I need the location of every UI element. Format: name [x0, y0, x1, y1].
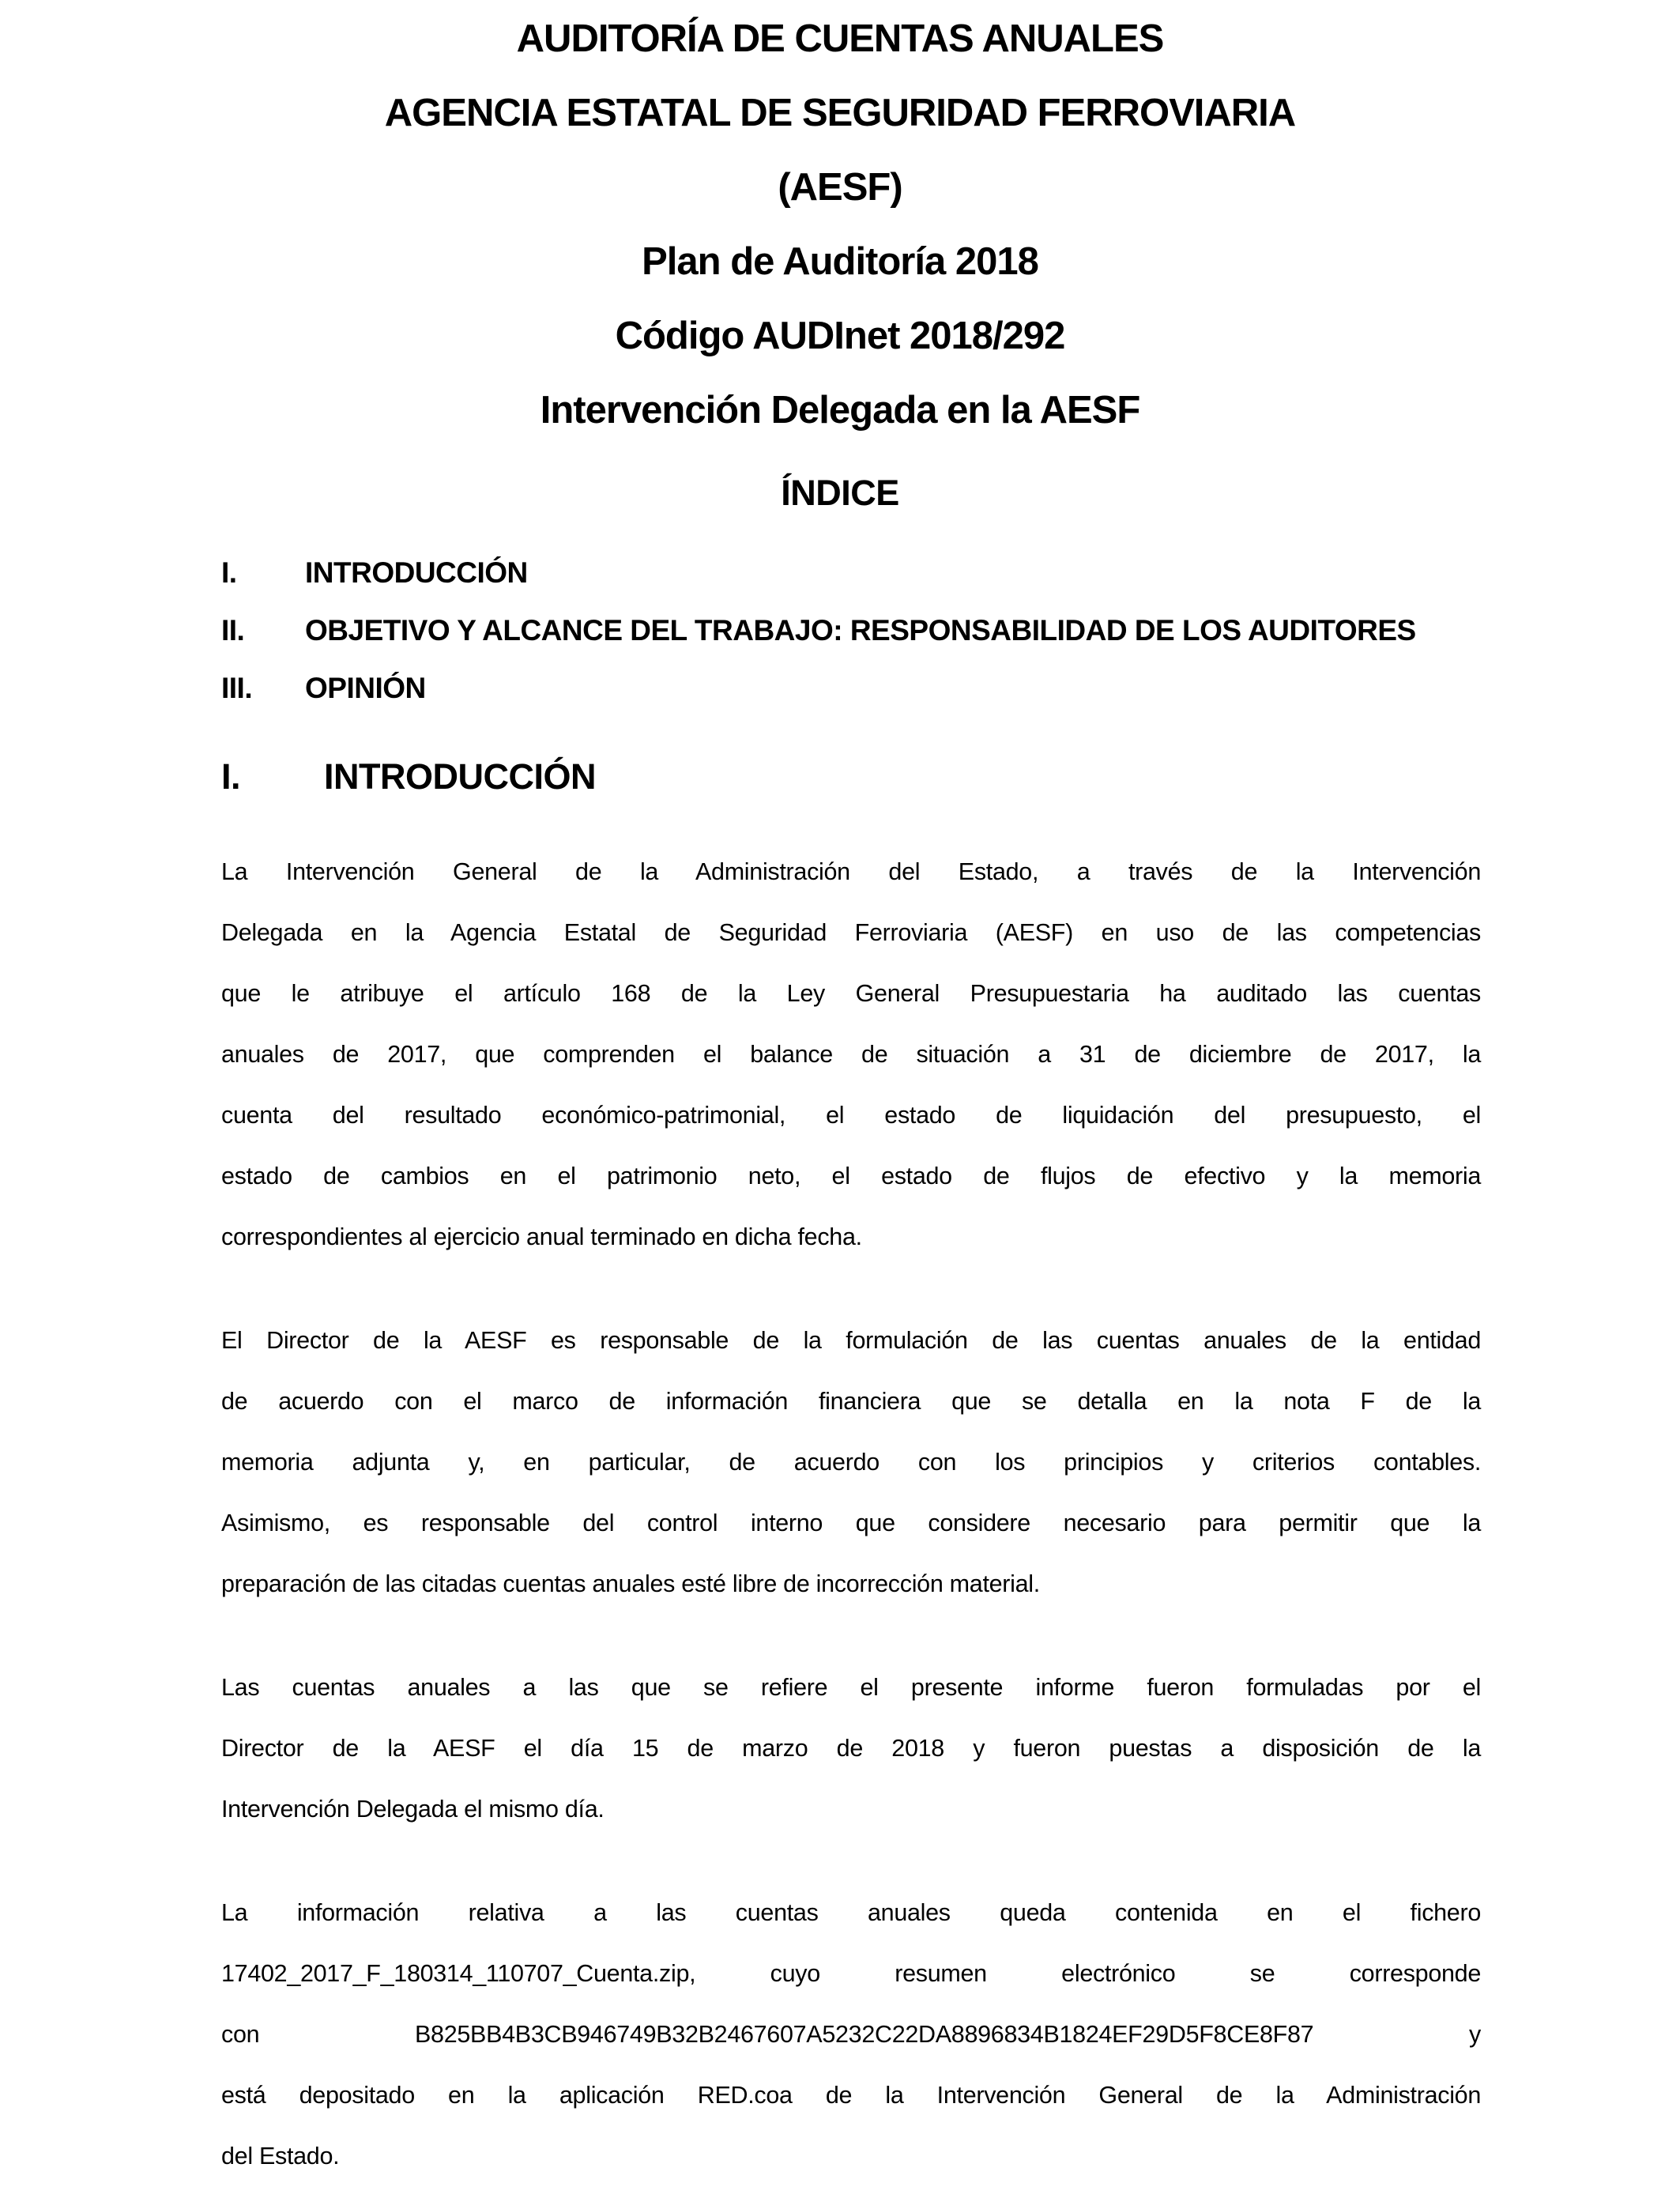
paragraph — [221, 1657, 1481, 1840]
paragraph-line: de acuerdo con el marco de información financiera que se detalla en la nota F de la — [221, 1388, 1481, 1415]
paragraph-line: Delegada en la Agencia Estatal de Seguridad Ferroviaria (AESF) en uso de las competencias — [221, 919, 1481, 946]
paragraph — [221, 842, 1481, 1268]
index-heading: ÍNDICE — [781, 473, 899, 513]
index-item — [221, 544, 1481, 601]
paragraph-line: Asimismo, es responsable del control interno que considere necesario para permitir que la — [221, 1510, 1481, 1536]
title-block — [0, 2, 1680, 447]
document-title-line: (AESF) — [778, 166, 902, 209]
document-title-line: Plan de Auditoría 2018 — [642, 240, 1038, 283]
paragraph-line: preparación de las citadas cuentas anuales esté libre de incorrección material. — [221, 1570, 1040, 1597]
paragraph-line: La Intervención General de la Administración del Estado, a través de la Intervención — [221, 858, 1481, 885]
paragraph-line: Intervención Delegada el mismo día. — [221, 1796, 605, 1823]
index-item-numeral: II. — [221, 614, 245, 647]
section-heading — [221, 755, 1481, 799]
paragraph-line: está depositado en la aplicación RED.coa de la Intervención General de la Administración — [221, 2082, 1481, 2109]
document-title-line: Código AUDInet 2018/292 — [615, 315, 1065, 357]
paragraph-line: 17402_2017_F_180314_110707_Cuenta.zip, cuyo resumen electrónico se corresponde — [221, 1960, 1481, 1987]
document-title-line: AGENCIA ESTATAL DE SEGURIDAD FERROVIARIA — [384, 92, 1296, 134]
section-title: INTRODUCCIÓN — [324, 756, 596, 797]
paragraph-line: cuenta del resultado económico-patrimonial, el estado de liquidación del presupuesto, el — [221, 1102, 1481, 1129]
index-item-label: OBJETIVO Y ALCANCE DEL TRABAJO: RESPONSABILIDAD DE LOS AUDITORES — [305, 614, 1416, 647]
document-title-line: Intervención Delegada en la AESF — [540, 389, 1140, 432]
paragraph-line: con B825BB4B3CB946749B32B2467607A5232C22DA8896834B1824EF29D5F8CE8F87 y — [221, 2021, 1481, 2048]
index-item-label: OPINIÓN — [305, 672, 426, 704]
paragraph-line: que le atribuye el artículo 168 de la Ley General Presupuestaria ha auditado las cuentas — [221, 980, 1481, 1007]
paragraph-line: memoria adjunta y, en particular, de acuerdo con los principios y criterios contables. — [221, 1449, 1481, 1476]
index-item-label: INTRODUCCIÓN — [305, 556, 528, 589]
paragraph-line: del Estado. — [221, 2143, 340, 2169]
index-item-numeral: III. — [221, 672, 253, 704]
paragraph-line: correspondientes al ejercicio anual terminado en dicha fecha. — [221, 1223, 862, 1250]
paragraph-line: Las cuentas anuales a las que se refiere el presente informe fueron formuladas por el — [221, 1674, 1481, 1701]
paragraph — [221, 1883, 1481, 2187]
document-body — [221, 842, 1481, 2187]
paragraph — [221, 1310, 1481, 1615]
document-title-line: AUDITORÍA DE CUENTAS ANUALES — [516, 17, 1164, 60]
index-item — [221, 601, 1481, 659]
index-list — [221, 544, 1481, 717]
index-item — [221, 659, 1481, 717]
index-item-numeral: I. — [221, 556, 237, 589]
paragraph-line: El Director de la AESF es responsable de la formulación de las cuentas anuales de la entidad — [221, 1327, 1481, 1354]
paragraph-line: estado de cambios en el patrimonio neto, el estado de flujos de efectivo y la memoria — [221, 1163, 1481, 1189]
paragraph-line: anuales de 2017, que comprenden el balance de situación a 31 de diciembre de 2017, la — [221, 1041, 1481, 1068]
paragraph-line: Director de la AESF el día 15 de marzo de 2018 y fueron puestas a disposición de la — [221, 1735, 1481, 1762]
section-numeral: I. — [221, 756, 241, 797]
paragraph-line: La información relativa a las cuentas anuales queda contenida en el fichero — [221, 1899, 1481, 1926]
